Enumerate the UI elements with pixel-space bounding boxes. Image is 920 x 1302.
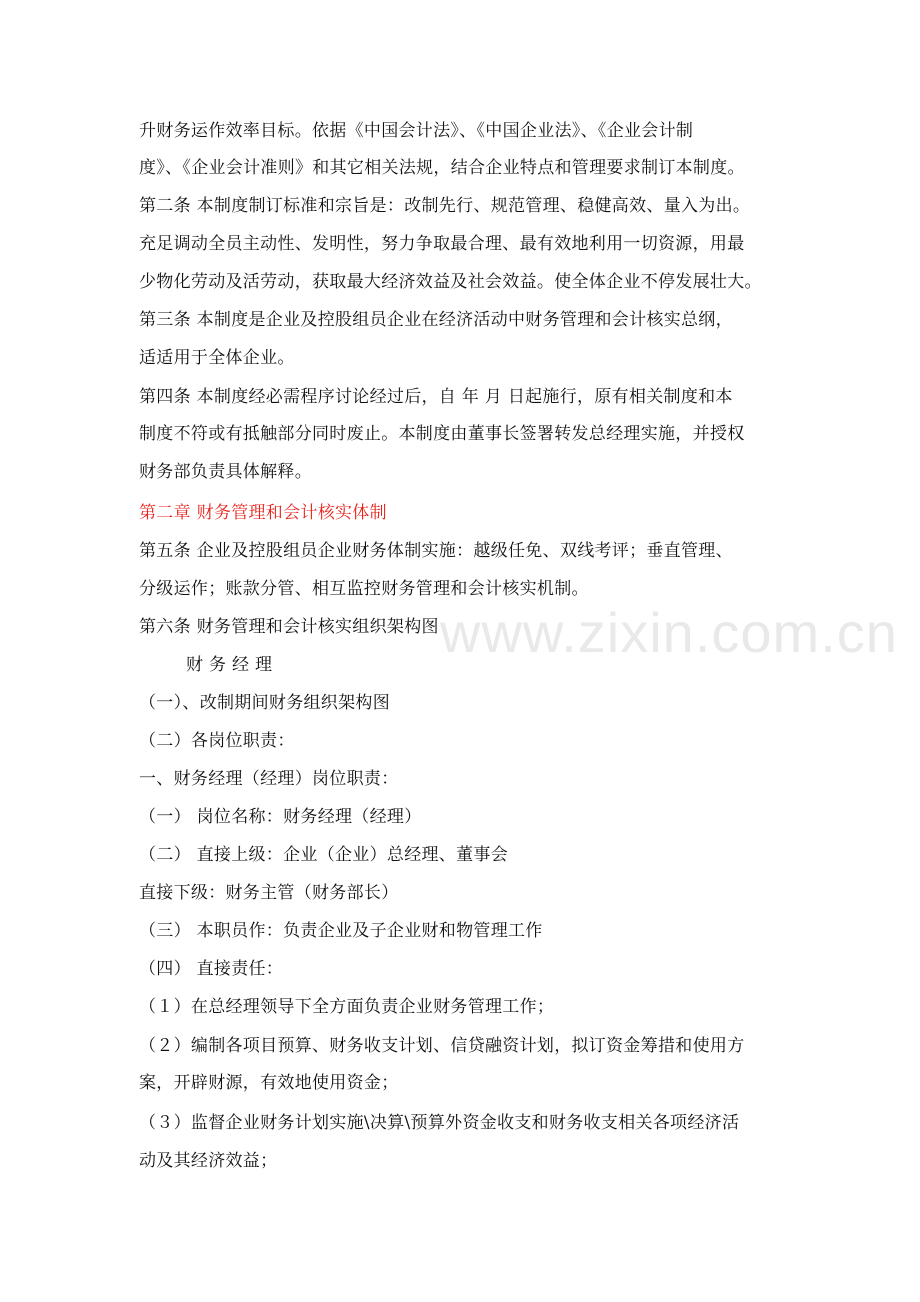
text-line: （２）编制各项目预算、财务收支计划、信贷融资计划，拟订资金筹措和使用方 (139, 1036, 745, 1056)
chapter-2-heading: 第二章 财务管理和会计核实体制 (139, 503, 387, 523)
text-line: 制度不符或有抵触部分同时废止。本制度由董事长签署转发总经理实施，并授权 (139, 424, 745, 444)
text-line: （一） 岗位名称：财务经理（经理） (139, 807, 422, 827)
text-line: （一）、改制期间财务组织架构图 (139, 693, 390, 713)
text-line: （１）在总经理领导下全方面负责企业财务管理工作； (139, 997, 555, 1017)
text-line: 充足调动全员主动性、发明性，努力争取最合理、最有效地利用一切资源，用最 (139, 234, 745, 254)
text-line: 升财务运作效率目标。依据《中国会计法》、《中国企业法》、《企业会计制 (139, 121, 694, 141)
text-line: （二） 直接上级：企业（企业）总经理、董事会 (139, 845, 509, 865)
text-line: 动及其经济效益； (139, 1151, 278, 1171)
article-3: 第三条 本制度是企业及控股组员企业在经济活动中财务管理和会计核实总纲， (139, 310, 733, 330)
text-line: （四） 直接责任： (139, 959, 284, 979)
text-line: （３）监督企业财务计划实施\决算\预算外资金收支和财务收支相关各项经济活 (139, 1113, 740, 1133)
article-6: 第六条 财务管理和会计核实组织架构图 (139, 617, 439, 637)
text-line: 分级运作；账款分管、相互监控财务管理和会计核实机制。 (139, 579, 589, 599)
text-line: 直接下级：财务主管（财务部长） (139, 883, 399, 903)
article-5: 第五条 企业及控股组员企业财务体制实施：越级任免、双线考评；垂直管理、 (139, 541, 733, 561)
article-4: 第四条 本制度经必需程序讨论经过后，自 年 月 日起施行，原有相关制度和本 (139, 387, 733, 407)
text-line: 财务部负责具体解释。 (139, 462, 312, 482)
text-line: （三） 本职员作：负责企业及子企业财和物管理工作 (139, 921, 543, 941)
text-line: 度》、《企业会计准则》和其它相关法规，结合企业特点和管理要求制订本制度。 (139, 158, 745, 178)
text-line: 适适用于全体企业。 (139, 348, 295, 368)
text-line: 案，开辟财源，有效地使用资金； (139, 1073, 399, 1093)
watermark: www.zixin.com.cn (440, 601, 898, 664)
text-line: （二）各岗位职责： (139, 731, 295, 751)
org-chart-node: 财 务 经 理 (186, 655, 273, 675)
article-2: 第二条 本制度制订标准和宗旨是：改制先行、规范管理、稳健高效、量入为出。 (139, 196, 751, 216)
section-heading: 一、财务经理（经理）岗位职责： (139, 769, 399, 789)
text-line: 少物化劳动及活劳动，获取最大经济效益及社会效益。使全体企业不停发展壮大。 (139, 272, 762, 292)
